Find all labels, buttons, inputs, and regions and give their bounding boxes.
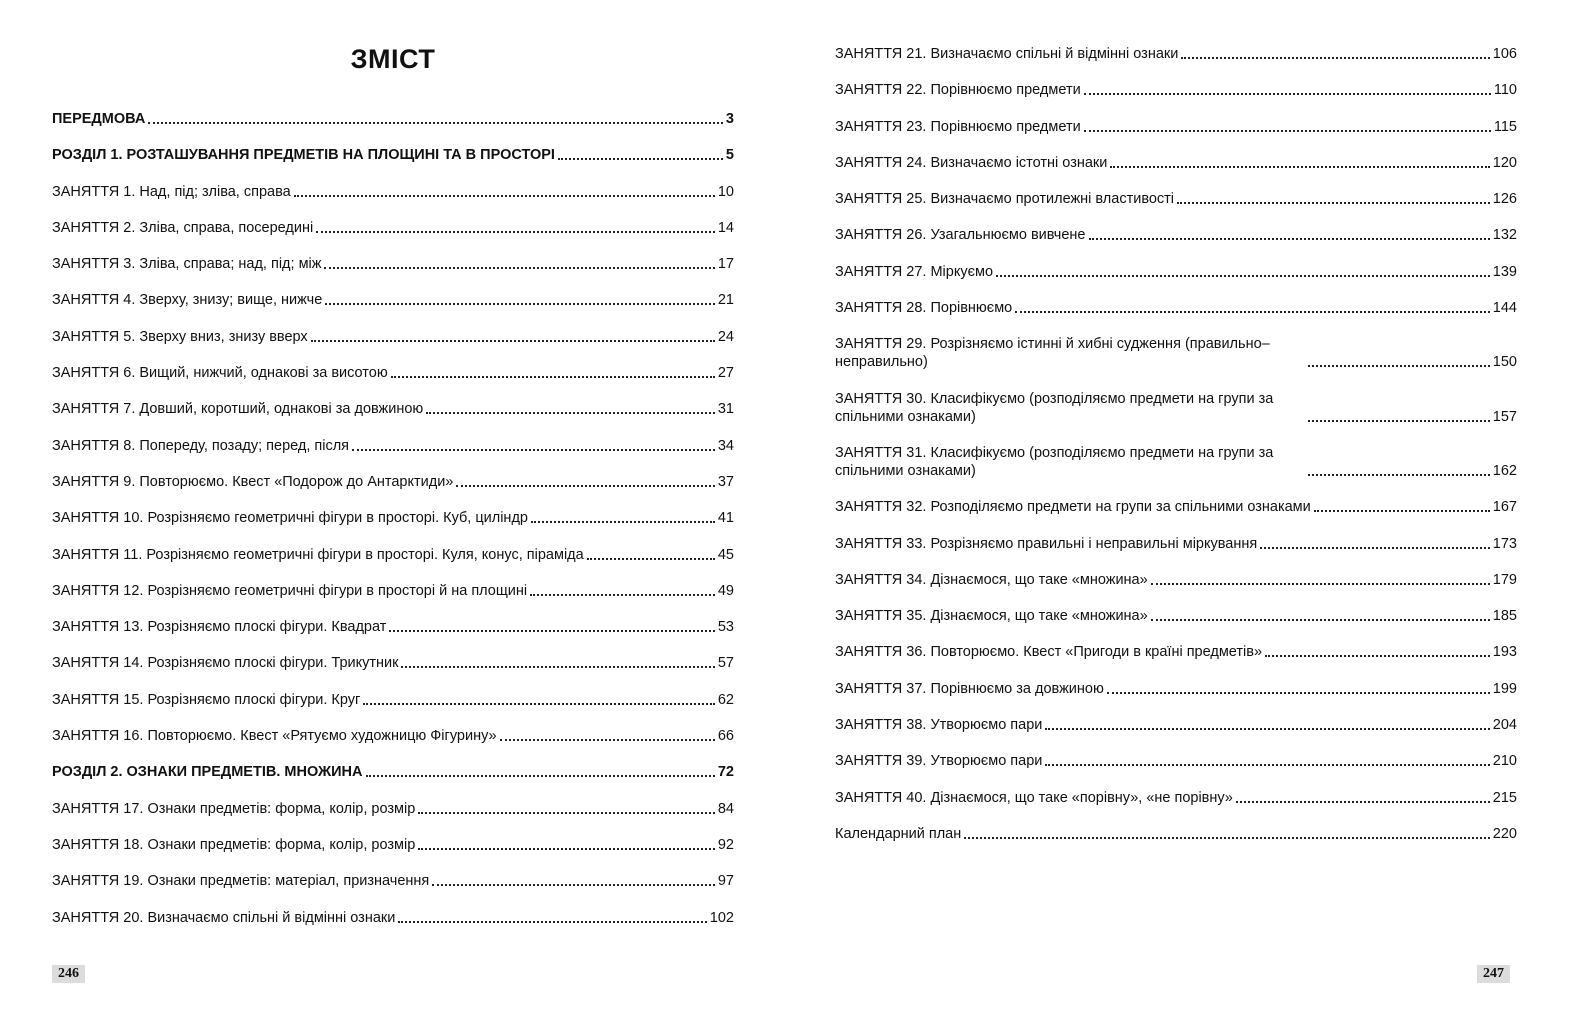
toc-entry-page: 204	[1492, 717, 1517, 734]
toc-entry[interactable]	[52, 219, 734, 237]
dot-leader	[352, 447, 715, 451]
toc-entry[interactable]	[52, 291, 734, 309]
dot-leader	[1308, 363, 1490, 367]
toc-entry-page: 66	[717, 728, 734, 745]
dot-leader	[294, 193, 715, 197]
toc-entry-title: ЗАНЯТТЯ 33. Розрізняємо правильні і неправильні міркування	[835, 535, 1258, 552]
toc-entry-page: 102	[709, 909, 734, 926]
toc-entry-page: 49	[717, 582, 734, 599]
toc-entry[interactable]	[52, 618, 734, 636]
toc-entry[interactable]	[52, 437, 734, 455]
toc-entry-title: ЗАНЯТТЯ 23. Порівнюємо предмети	[835, 118, 1081, 135]
dot-leader	[558, 156, 723, 160]
toc-entry-page: 72	[717, 764, 734, 781]
toc-entry-title: ЗАНЯТТЯ 14. Розрізняємо плоскі фігури. Трикутник	[52, 655, 399, 672]
dot-leader	[432, 882, 715, 886]
toc-entry-title: ЗАНЯТТЯ 3. Зліва, справа; над, під; між	[52, 256, 322, 273]
toc-entry[interactable]	[52, 255, 734, 273]
dot-leader	[363, 701, 715, 705]
dot-leader	[389, 628, 714, 632]
toc-entry-page: 220	[1492, 825, 1517, 842]
toc-entry-page: 37	[717, 473, 734, 490]
toc-entry[interactable]	[52, 546, 734, 564]
toc-entry-title: ЗАНЯТТЯ 40. Дізнаємося, що таке «порівну», «не порівну»	[835, 789, 1233, 806]
toc-entry-page: 162	[1492, 462, 1517, 479]
toc-entry-page: 150	[1492, 354, 1517, 371]
toc-entry[interactable]	[835, 535, 1517, 553]
dot-leader	[964, 835, 1490, 839]
toc-entry-page: 45	[717, 546, 734, 563]
toc-entry-title: ЗАНЯТТЯ 19. Ознаки предметів: матеріал, призначення	[52, 873, 430, 890]
dot-leader	[1177, 200, 1490, 204]
toc-entry[interactable]	[835, 607, 1517, 625]
toc-entry-page: 57	[717, 655, 734, 672]
toc-entry-page: 110	[1493, 82, 1517, 99]
toc-entry-page: 97	[717, 873, 734, 890]
toc-entry-page: 53	[717, 619, 734, 636]
toc-entry-page: 62	[717, 691, 734, 708]
toc-entry-page: 132	[1492, 227, 1517, 244]
toc-entry[interactable]	[52, 909, 734, 927]
toc-entry[interactable]	[835, 680, 1517, 698]
toc-entry[interactable]	[52, 691, 734, 709]
dot-leader	[426, 410, 715, 414]
page-number-left: 246	[52, 965, 85, 983]
toc-entry-title: ЗАНЯТТЯ 24. Визначаємо істотні ознаки	[835, 154, 1108, 171]
toc-entry-page: 179	[1492, 571, 1517, 588]
dot-leader	[1151, 581, 1490, 585]
toc-entry[interactable]	[52, 800, 734, 818]
toc-entry-title: ЗАНЯТТЯ 8. Попереду, позаду; перед, після	[52, 437, 350, 454]
toc-entry-title: ЗАНЯТТЯ 12. Розрізняємо геометричні фігури в просторі й на площині	[52, 582, 528, 599]
toc-entry[interactable]	[52, 146, 734, 164]
toc-entry-page: 167	[1492, 499, 1517, 516]
toc-entry[interactable]	[52, 836, 734, 854]
toc-entry-page: 144	[1492, 300, 1517, 317]
toc-entry-title: ЗАНЯТТЯ 20. Визначаємо спільні й відмінні ознаки	[52, 909, 396, 926]
dot-leader	[1265, 653, 1490, 657]
toc-entry[interactable]	[52, 582, 734, 600]
toc-entry-title: ЗАНЯТТЯ 28. Порівнюємо	[835, 300, 1013, 317]
toc-entry-page: 215	[1492, 789, 1517, 806]
toc-entry-title: ЗАНЯТТЯ 9. Повторюємо. Квест «Подорож до Антарктиди»	[52, 473, 454, 490]
toc-entry-page: 210	[1492, 753, 1517, 770]
toc-entry[interactable]	[835, 226, 1517, 244]
toc-entry-page: 126	[1492, 191, 1517, 208]
page-number-right: 247	[1477, 965, 1510, 983]
dot-leader	[1045, 762, 1489, 766]
toc-entry[interactable]	[52, 654, 734, 672]
toc-entry-title: ЗАНЯТТЯ 34. Дізнаємося, що таке «множина»	[835, 571, 1148, 588]
toc-entry-page: 34	[717, 437, 734, 454]
dot-leader	[530, 592, 715, 596]
toc-entry-title: ЗАНЯТТЯ 37. Порівнюємо за довжиною	[835, 680, 1104, 697]
toc-entry-title: ЗАНЯТТЯ 39. Утворюємо пари	[835, 753, 1043, 770]
toc-entry-page: 10	[717, 183, 734, 200]
toc-entry[interactable]	[835, 45, 1517, 63]
toc-entry-title: ЗАНЯТТЯ 2. Зліва, справа, посередині	[52, 219, 314, 236]
toc-entry[interactable]	[52, 328, 734, 346]
dot-leader	[456, 483, 714, 487]
toc-entry[interactable]	[52, 509, 734, 527]
toc-entry-title: ЗАНЯТТЯ 36. Повторюємо. Квест «Пригоди в країні предметів»	[835, 644, 1263, 661]
toc-entry[interactable]	[835, 571, 1517, 589]
toc-entry-title: ЗАНЯТТЯ 5. Зверху вниз, знизу вверх	[52, 328, 308, 345]
toc-entry-title: ЗАНЯТТЯ 31. Класифікуємо (розподіляємо предмети на групи за спільними ознаками)	[835, 444, 1274, 479]
toc-entry[interactable]	[52, 763, 734, 781]
toc-entry-title: ЗАНЯТТЯ 11. Розрізняємо геометричні фігури в просторі. Куля, конус, піраміда	[52, 546, 584, 563]
right-page	[787, 0, 1575, 1024]
dot-leader	[366, 773, 715, 777]
dot-leader	[311, 338, 715, 342]
toc-entry-page: 84	[717, 800, 734, 817]
toc-entry-page: 106	[1492, 46, 1517, 62]
toc-entry-page: 5	[725, 147, 734, 164]
toc-entry-page: 199	[1492, 680, 1517, 697]
toc-entry-title: ЗАНЯТТЯ 22. Порівнюємо предмети	[835, 82, 1081, 99]
dot-leader	[418, 846, 715, 850]
toc-entry-title: ЗАНЯТТЯ 25. Визначаємо протилежні властивості	[835, 191, 1175, 208]
dot-leader	[391, 374, 715, 378]
toc-entry-title: ЗАНЯТТЯ 27. Міркуємо	[835, 263, 994, 280]
toc-entry-title: ЗАНЯТТЯ 35. Дізнаємося, що таке «множина»	[835, 608, 1148, 625]
toc-entry-page: 24	[717, 328, 734, 345]
toc-entry[interactable]	[835, 498, 1517, 516]
dot-leader	[418, 810, 715, 814]
toc-entry-page: 17	[717, 256, 734, 273]
toc-entry-title: ЗАНЯТТЯ 29. Розрізняємо істинні й хибні судження (правильно–неправильно)	[835, 336, 1270, 371]
toc-entry-page: 157	[1492, 408, 1517, 425]
toc-entry-title: РОЗДІЛ 2. ОЗНАКИ ПРЕДМЕТІВ. МНОЖИНА	[52, 764, 363, 781]
dot-leader	[1260, 545, 1490, 549]
toc-entry-title: ПЕРЕДМОВА	[52, 111, 146, 127]
toc-entry[interactable]	[835, 81, 1517, 99]
toc-entry[interactable]	[52, 400, 734, 418]
toc-entry-title: ЗАНЯТТЯ 17. Ознаки предметів: форма, колір, розмір	[52, 800, 416, 817]
toc-entry[interactable]	[52, 872, 734, 890]
toc-entry-title: ЗАНЯТТЯ 16. Повторюємо. Квест «Рятуємо художницю Фігурину»	[52, 728, 497, 745]
toc-entry-page: 14	[717, 219, 734, 236]
toc-entry-title: ЗАНЯТТЯ 7. Довший, коротший, однакові за довжиною	[52, 401, 424, 418]
toc-entry-title: РОЗДІЛ 1. РОЗТАШУВАННЯ ПРЕДМЕТІВ НА ПЛОЩИНІ ТА В ПРОСТОРІ	[52, 147, 555, 164]
dot-leader	[1107, 690, 1490, 694]
toc-entry-page: 27	[717, 365, 734, 382]
toc-entry-page: 185	[1492, 608, 1517, 625]
dot-leader	[1110, 164, 1489, 168]
toc-entry[interactable]	[835, 825, 1517, 843]
dot-leader	[1089, 236, 1490, 240]
toc-entry[interactable]	[835, 390, 1517, 426]
toc-entry-page: 21	[717, 292, 734, 309]
toc-entry[interactable]	[835, 154, 1517, 172]
dot-leader	[325, 301, 715, 305]
toc-entry-title: ЗАНЯТТЯ 6. Вищий, нижчий, однакові за висотою	[52, 365, 388, 382]
dot-leader	[1308, 418, 1490, 422]
toc-entry-title: ЗАНЯТТЯ 15. Розрізняємо плоскі фігури. Круг	[52, 691, 361, 708]
toc-entry[interactable]	[835, 716, 1517, 734]
toc-entry[interactable]	[835, 752, 1517, 770]
toc-entry-title: ЗАНЯТТЯ 26. Узагальнюємо вивчене	[835, 227, 1086, 244]
toc-entry-title: Календарний план	[835, 825, 962, 842]
dot-leader	[398, 919, 706, 923]
dot-leader	[1314, 508, 1490, 512]
dot-leader	[1045, 726, 1489, 730]
dot-leader	[531, 519, 715, 523]
dot-leader	[1084, 91, 1491, 95]
toc-entry[interactable]	[835, 263, 1517, 281]
toc-entry-page: 193	[1492, 644, 1517, 661]
dot-leader	[996, 273, 1490, 277]
toc-entry[interactable]	[835, 789, 1517, 807]
dot-leader	[1015, 309, 1490, 313]
toc-entry-title: ЗАНЯТТЯ 13. Розрізняємо плоскі фігури. Квадрат	[52, 619, 387, 636]
toc-entry-title: ЗАНЯТТЯ 21. Визначаємо спільні й відмінні ознаки	[835, 46, 1179, 62]
dot-leader	[587, 556, 715, 560]
toc-entry[interactable]	[835, 118, 1517, 136]
toc-entry-page: 92	[717, 836, 734, 853]
toc-entry-page: 3	[725, 111, 734, 127]
dot-leader	[1308, 472, 1490, 476]
toc-list-left	[52, 110, 734, 945]
dot-leader	[500, 737, 715, 741]
toc-entry-title: ЗАНЯТТЯ 32. Розподіляємо предмети на групи за спільними ознаками	[835, 499, 1311, 516]
toc-entry-page: 115	[1493, 118, 1517, 135]
toc-entry[interactable]	[835, 335, 1517, 371]
dot-leader	[401, 664, 714, 668]
dot-leader	[1236, 799, 1490, 803]
dot-leader	[1181, 55, 1489, 59]
toc-entry[interactable]	[52, 364, 734, 382]
toc-entry[interactable]	[835, 444, 1517, 480]
toc-entry-title: ЗАНЯТТЯ 1. Над, під; зліва, справа	[52, 183, 291, 200]
dot-leader	[148, 120, 723, 124]
toc-entry-page: 139	[1492, 263, 1517, 280]
toc-list-right	[835, 45, 1517, 861]
toc-entry-title: ЗАНЯТТЯ 18. Ознаки предметів: форма, колір, розмір	[52, 836, 416, 853]
toc-entry[interactable]	[52, 473, 734, 491]
dot-leader	[1084, 128, 1491, 132]
dot-leader	[324, 265, 714, 269]
toc-entry-title: ЗАНЯТТЯ 30. Класифікуємо (розподіляємо предмети на групи за спільними ознаками)	[835, 390, 1274, 425]
toc-entry[interactable]	[835, 299, 1517, 317]
dot-leader	[1151, 617, 1490, 621]
toc-entry[interactable]	[52, 110, 734, 128]
toc-entry-title: ЗАНЯТТЯ 38. Утворюємо пари	[835, 717, 1043, 734]
toc-entry[interactable]	[835, 643, 1517, 661]
toc-entry-title: ЗАНЯТТЯ 4. Зверху, знизу; вище, нижче	[52, 292, 323, 309]
toc-entry-page: 31	[717, 401, 734, 418]
left-page	[0, 0, 787, 1024]
toc-entry[interactable]	[52, 183, 734, 201]
dot-leader	[316, 229, 715, 233]
toc-entry-page: 173	[1492, 535, 1517, 552]
toc-entry-page: 120	[1492, 154, 1517, 171]
toc-entry-title: ЗАНЯТТЯ 10. Розрізняємо геометричні фігури в просторі. Куб, циліндр	[52, 510, 528, 527]
page-title: ЗМІСТ	[350, 44, 436, 74]
toc-entry-page: 41	[717, 510, 734, 527]
toc-entry[interactable]	[835, 190, 1517, 208]
toc-entry[interactable]	[52, 727, 734, 745]
